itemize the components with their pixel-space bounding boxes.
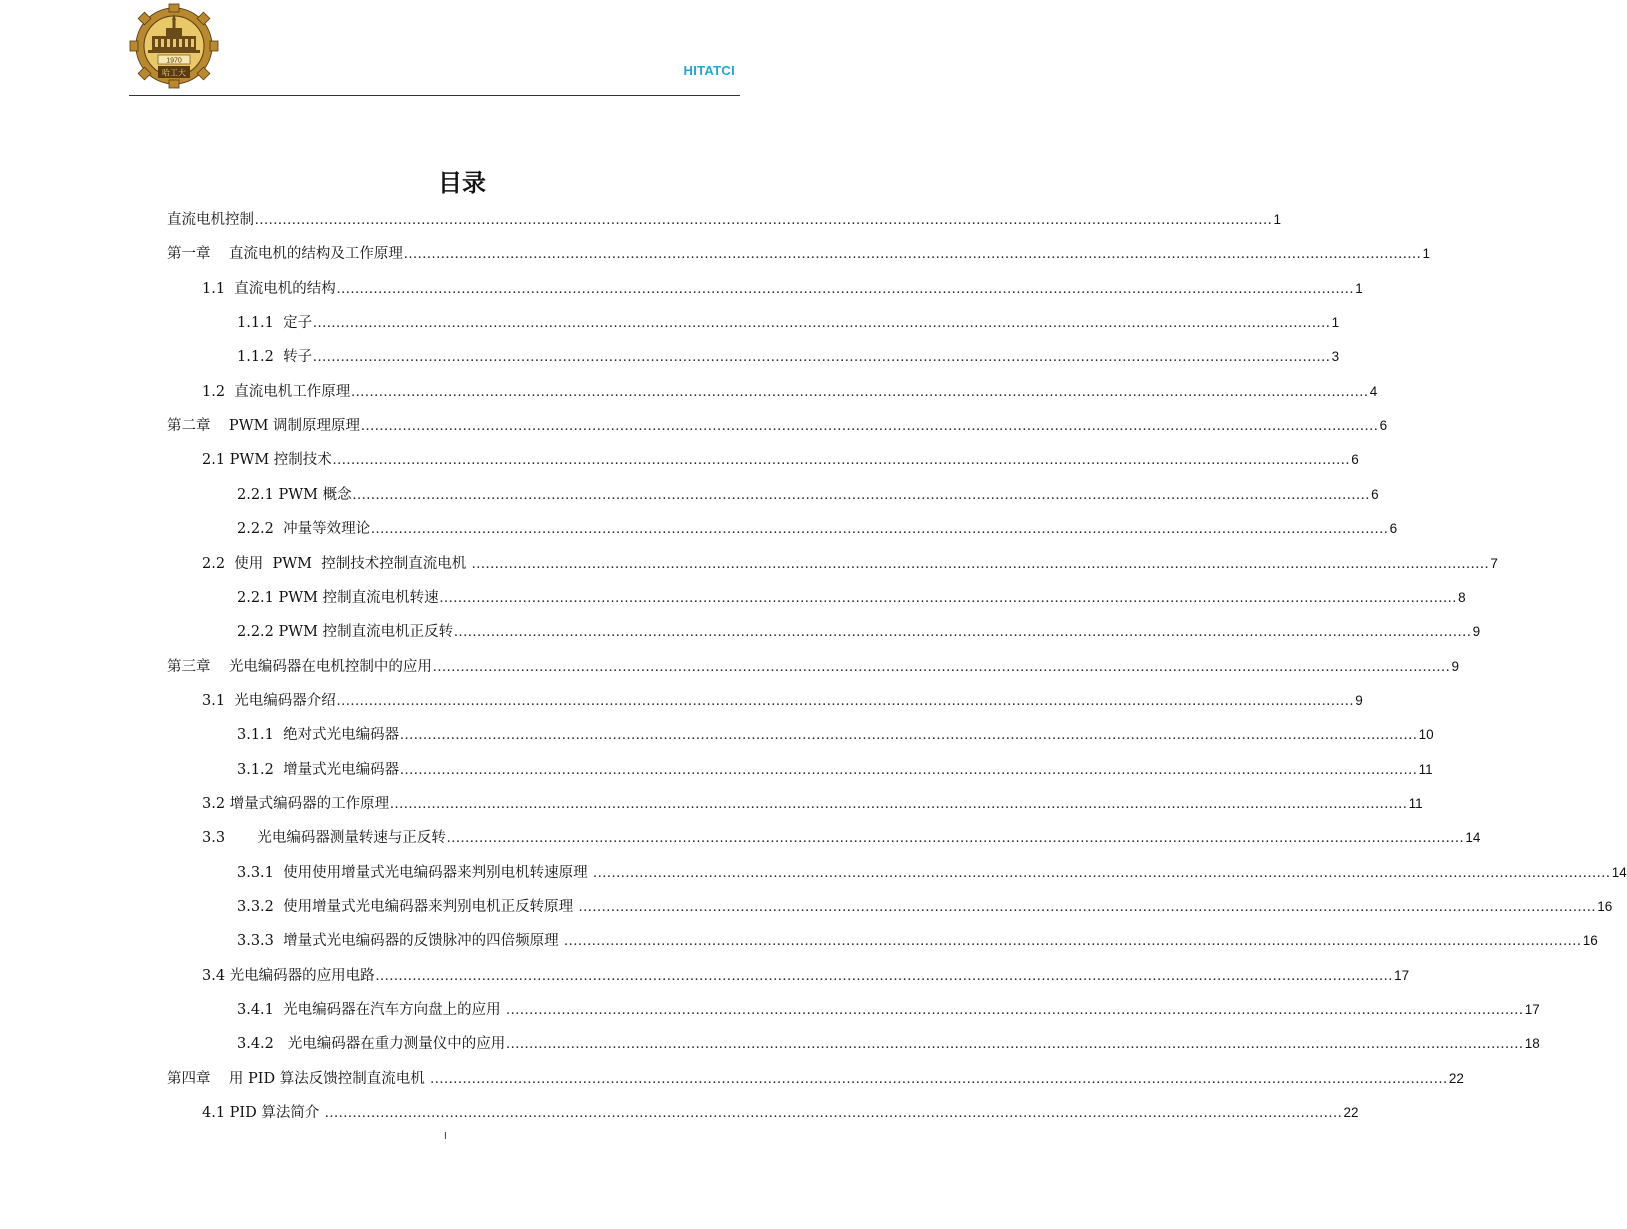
toc-entry-page: 22 [1448,1071,1464,1086]
toc-entry[interactable] [237,309,1340,333]
toc-entry[interactable] [202,962,1410,986]
toc-entry-title: 3.4.2 光电编码器在重力测量仪中的应用 [237,1036,506,1052]
toc-dot-leader: ............................................................................................................................................................................................................................ [255,212,1273,228]
university-emblem-icon [128,4,220,88]
toc-dot-leader: ............................................................................................................................................................................................................................ [403,246,1422,262]
toc-entry-page: 11 [1418,762,1433,777]
toc-dot-leader: ............................................................................................................................................................................................................................ [375,968,1394,984]
toc-entry-title: 第三章 光电编码器在电机控制中的应用 [167,659,432,675]
toc-entry-page: 16 [1582,933,1598,948]
toc-entry-title: 3.3.3 增量式光电编码器的反馈脉冲的四倍频原理 [237,933,564,949]
toc-entry-title: 直流电机控制 [167,212,254,228]
toc-dot-leader: ............................................................................................................................................................................................................................ [506,1002,1524,1018]
toc-entry[interactable] [167,1065,1464,1089]
toc-entry-title: 2.1 PWM 控制技术 [202,452,332,468]
toc-entry[interactable] [167,653,1459,677]
toc-entry[interactable] [237,1030,1540,1054]
toc-dot-leader: ............................................................................................................................................................................................................................ [336,693,1355,709]
toc-entry-page: 18 [1524,1036,1540,1051]
toc-entry-title: 1.1.1 定子 [237,315,313,331]
toc-entry-page: 9 [1355,693,1363,708]
toc-entry-page: 17 [1394,968,1410,983]
toc-entry[interactable] [202,790,1423,814]
toc-dot-leader: ............................................................................................................................................................................................................................ [313,349,1331,365]
toc-entry-page: 14 [1611,865,1627,880]
toc-entry[interactable] [237,584,1466,608]
toc-entry-title: 3.1.2 增量式光电编码器 [237,762,400,778]
toc-entry-page: 9 [1472,624,1481,639]
toc-entry[interactable] [202,687,1363,711]
toc-entry-title: 2.2.1 PWM 控制直流电机转速 [237,590,439,606]
toc-entry-title: 第四章 用 PID 算法反馈控制直流电机 [167,1071,430,1087]
toc-entry-page: 6 [1379,418,1388,433]
toc-entry-title: 2.2.1 PWM 概念 [237,487,352,503]
toc-entry-page: 6 [1389,521,1398,536]
toc-entry-title: 2.2.2 冲量等效理论 [237,521,371,537]
toc-dot-leader: ............................................................................................................................................................................................................................ [578,899,1597,915]
toc-entry-title: 3.2 增量式编码器的工作原理 [202,796,390,812]
toc-entry-page: 6 [1371,487,1379,502]
toc-entry-page: 10 [1418,727,1434,742]
toc-entry-page: 9 [1451,659,1459,674]
toc-entry-title: 3.4 光电编码器的应用电路 [202,968,375,984]
toc-dot-leader: ............................................................................................................................................................................................................................ [361,418,1379,434]
toc-dot-leader: ............................................................................................................................................................................................................................ [336,281,1355,297]
toc-dot-leader: ............................................................................................................................................................................................................................ [439,590,1458,606]
toc-entry[interactable] [167,240,1430,264]
toc-dot-leader: ............................................................................................................................................................................................................................ [446,830,1465,846]
toc-entry[interactable] [237,618,1481,642]
toc-entry-page: 1 [1355,281,1363,296]
toc-entry[interactable] [237,893,1613,917]
toc-entry-title: 3.3 光电编码器测量转速与正反转 [202,830,446,846]
toc-entry[interactable] [237,515,1398,539]
toc-dot-leader: ............................................................................................................................................................................................................................ [313,315,1331,331]
toc-entry-page: 7 [1490,556,1498,571]
toc-entry-page: 14 [1465,830,1481,845]
toc-dot-leader: ............................................................................................................................................................................................................................ [471,556,1490,572]
toc-entry-title: 2.2 使用 PWM 控制技术控制直流电机 [202,556,471,572]
toc-entry-page: 6 [1351,452,1359,467]
toc-entry-title: 第二章 PWM 调制原理原理 [167,418,361,434]
toc-dot-leader: ............................................................................................................................................................................................................................ [400,762,1418,778]
page-header [0,0,869,100]
toc-dot-leader: ............................................................................................................................................................................................................................ [454,624,1472,640]
toc-entry-page: 16 [1597,899,1613,914]
header-rule [129,95,740,96]
toc-entry[interactable] [237,343,1340,367]
toc-entry-title: 4.1 PID 算法简介 [202,1105,324,1121]
logo-year: 1970 [166,57,182,65]
toc-title: 目录 [438,169,486,197]
toc-entry-page: 11 [1408,796,1423,811]
toc-entry[interactable] [237,756,1433,780]
toc-entry[interactable] [167,412,1388,436]
toc-dot-leader: ............................................................................................................................................................................................................................ [506,1036,1524,1052]
toc-entry-title: 3.4.1 光电编码器在汽车方向盘上的应用 [237,1002,506,1018]
toc-entry-title: 3.1 光电编码器介绍 [202,693,336,709]
toc-entry-title: 3.1.1 绝对式光电编码器 [237,727,400,743]
toc-entry[interactable] [237,481,1379,505]
toc-dot-leader: ............................................................................................................................................................................................................................ [325,1105,1343,1121]
toc-entry-page: 17 [1524,1002,1540,1017]
toc-dot-leader: ............................................................................................................................................................................................................................ [351,384,1369,400]
toc-dot-leader: ............................................................................................................................................................................................................................ [352,487,1371,503]
toc-entry[interactable] [167,206,1282,230]
page-number: I [444,1131,447,1142]
toc-entry-title: 2.2.2 PWM 控制直流电机正反转 [237,624,454,640]
toc-entry[interactable] [202,378,1378,402]
toc-entry-page: 3 [1331,349,1340,364]
toc-entry-title: 3.3.1 使用使用增量式光电编码器来判别电机转速原理 [237,865,593,881]
toc-dot-leader: ............................................................................................................................................................................................................................ [432,659,1451,675]
toc-dot-leader: ............................................................................................................................................................................................................................ [371,521,1389,537]
toc-dot-leader: ............................................................................................................................................................................................................................ [593,865,1611,881]
toc-entry[interactable] [202,446,1359,470]
toc-entry-page: 1 [1422,246,1430,261]
logo-label: 哈工大 [162,68,186,78]
toc-dot-leader: ............................................................................................................................................................................................................................ [430,1071,1448,1087]
toc-entry[interactable] [237,996,1540,1020]
toc-entry[interactable] [202,550,1498,574]
toc-dot-leader: ............................................................................................................................................................................................................................ [564,933,1582,949]
toc-entry-page: 1 [1273,212,1282,227]
toc-entry-title: 第一章 直流电机的结构及工作原理 [167,246,403,262]
toc-entry-page: 4 [1369,384,1378,399]
toc-entry-page: 1 [1331,315,1340,330]
header-mark: HITATCI [683,63,735,78]
toc-entry-title: 1.1 直流电机的结构 [202,281,336,297]
toc-entry[interactable] [202,824,1481,848]
toc-entry[interactable] [202,275,1363,299]
toc-dot-leader: ............................................................................................................................................................................................................................ [332,452,1351,468]
toc-entry-page: 8 [1458,590,1466,605]
toc-entry[interactable] [237,859,1627,883]
toc-entry[interactable] [202,1099,1359,1123]
toc-entry-title: 1.2 直流电机工作原理 [202,384,351,400]
toc-entry-page: 22 [1343,1105,1359,1120]
toc-entry-title: 1.1.2 转子 [237,349,313,365]
toc-dot-leader: ............................................................................................................................................................................................................................ [400,727,1418,743]
toc-entry[interactable] [237,927,1598,951]
toc-entry[interactable] [237,721,1434,745]
toc-dot-leader: ............................................................................................................................................................................................................................ [390,796,1408,812]
toc-entry-title: 3.3.2 使用增量式光电编码器来判别电机正反转原理 [237,899,578,915]
